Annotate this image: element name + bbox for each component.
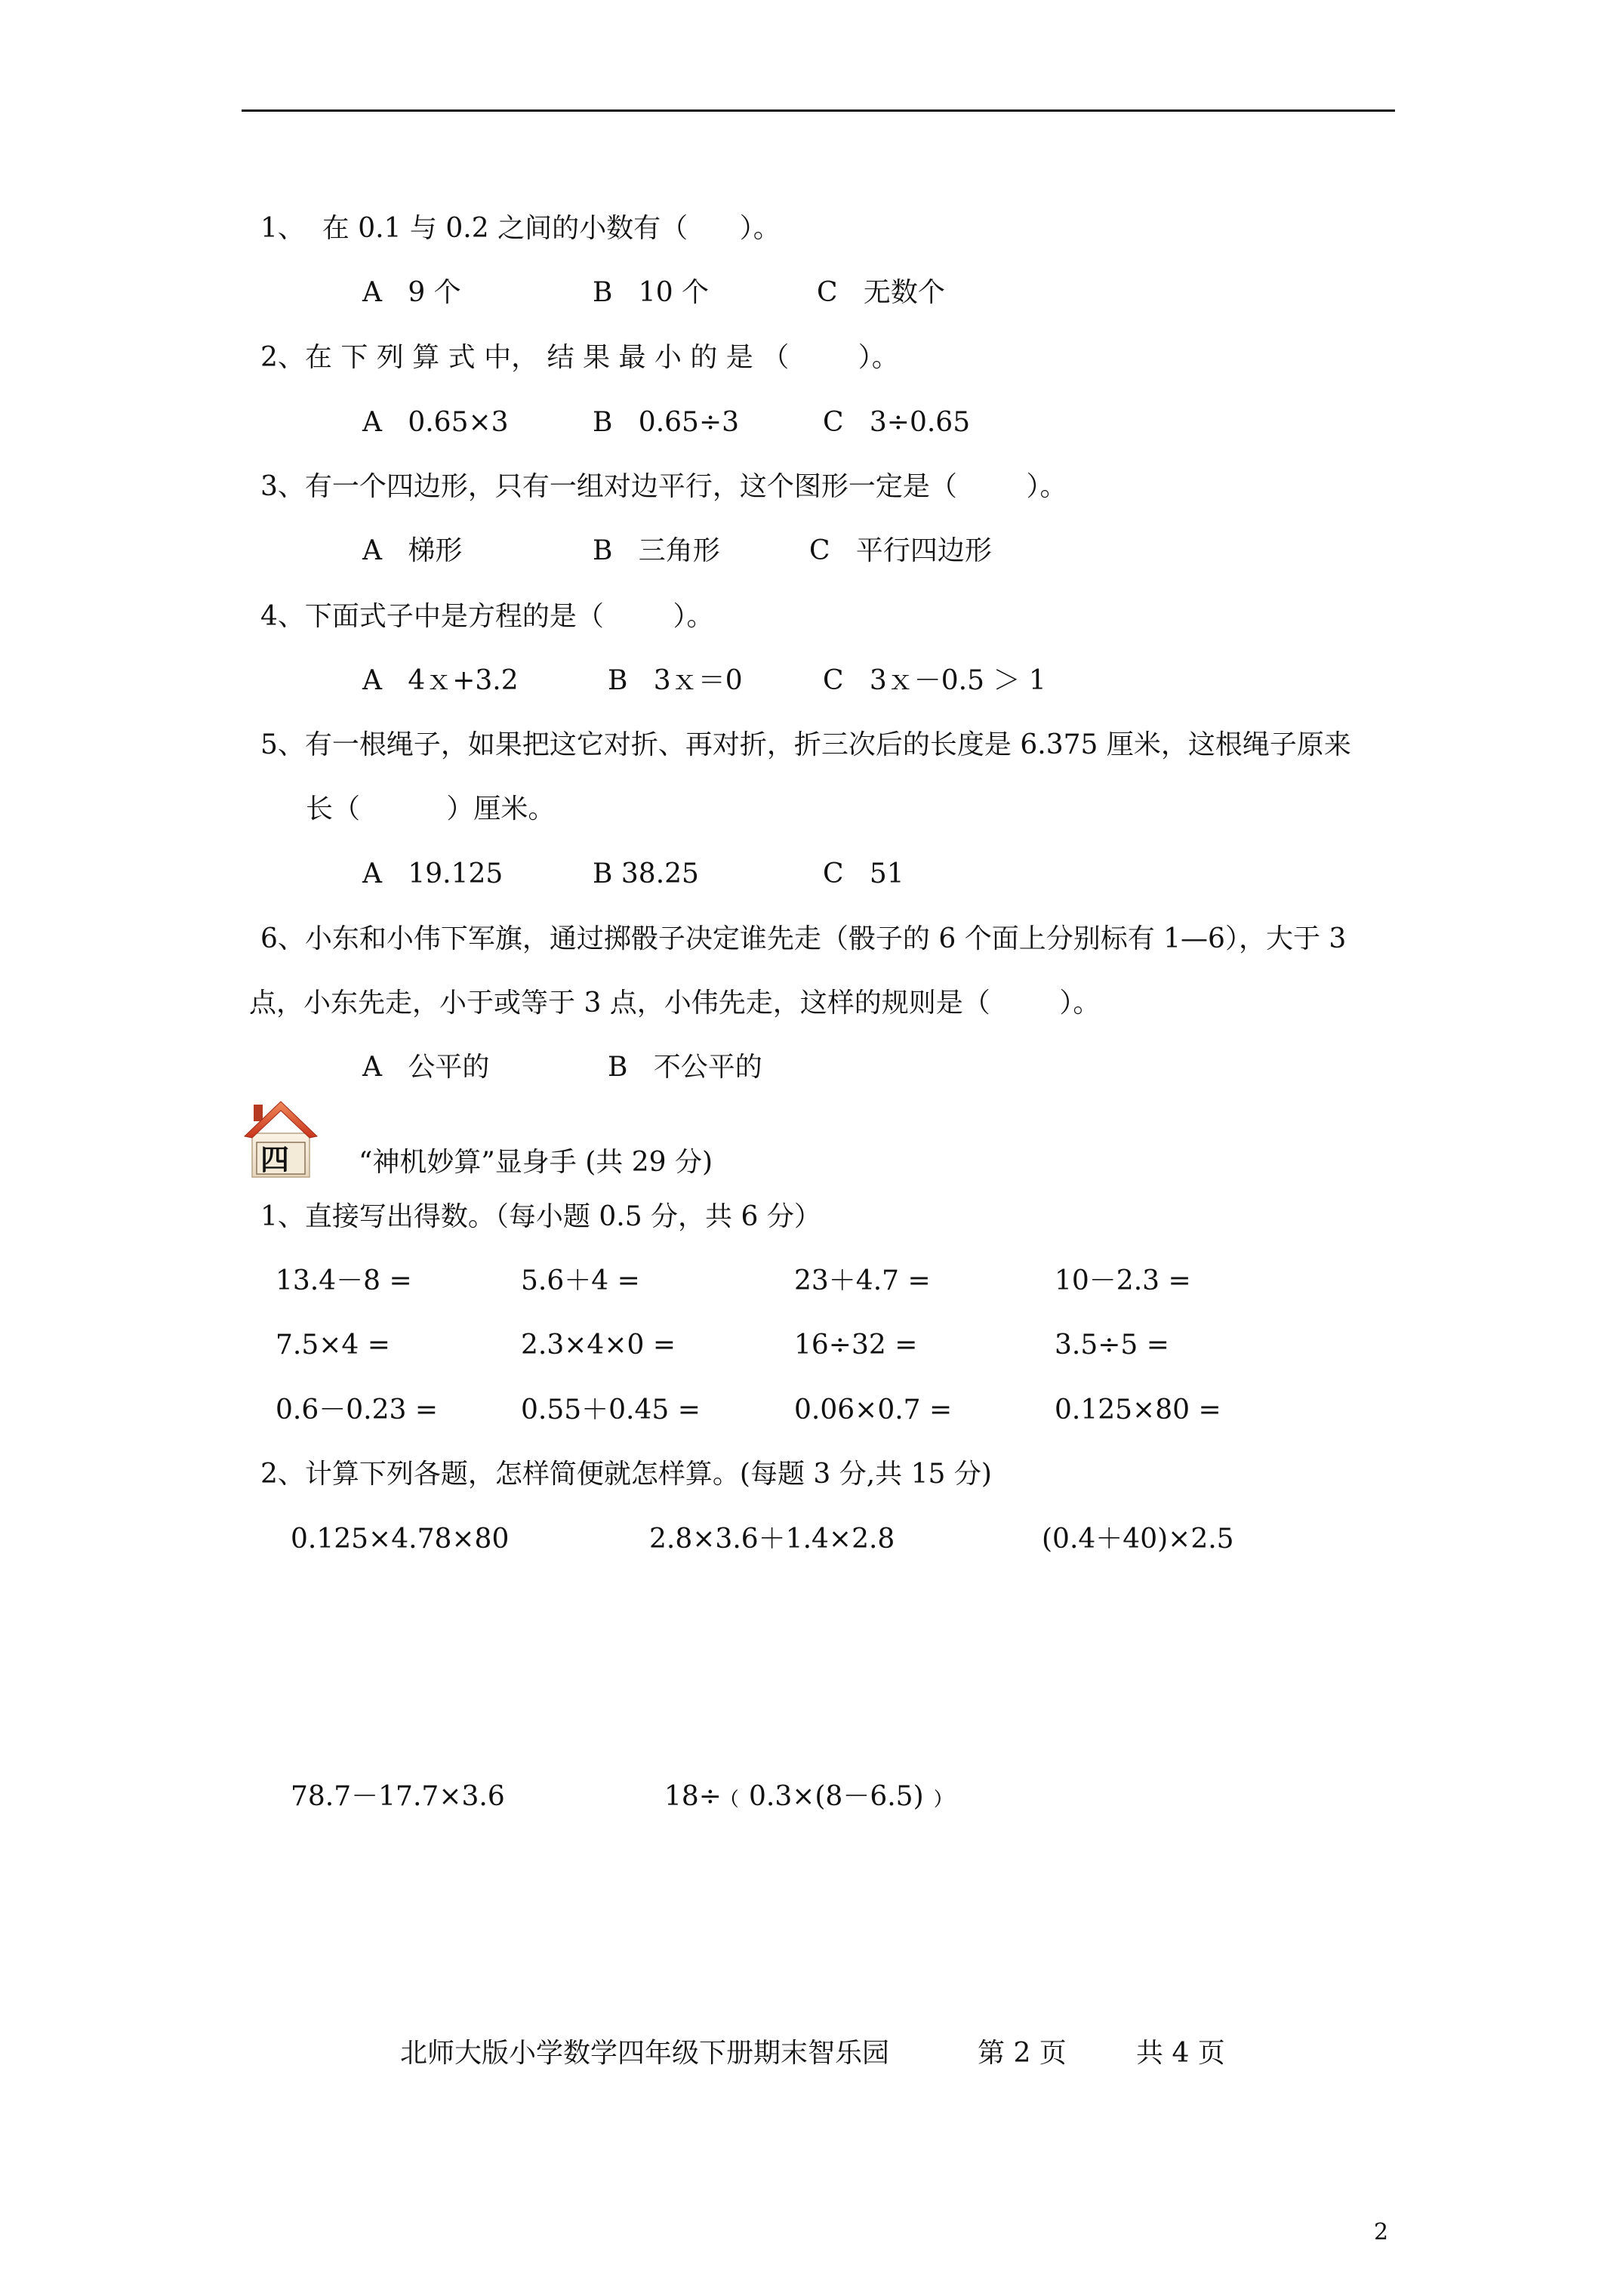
header-rule [242,109,1395,112]
calc-r1c4: 10－2.3 = [1055,1265,1191,1296]
simplify-1: 0.125×4.78×80 [291,1524,510,1555]
footer-total: 共 4 页 [1136,2038,1225,2069]
calc-r1c3: 23＋4.7 = [794,1265,931,1296]
calc-r2c2: 2.3×4×0 = [521,1330,676,1361]
q6-option-b: B 不公平的 [608,1052,762,1083]
calc-r3c1: 0.6－0.23 = [276,1395,439,1425]
calc-r2c3: 16÷32 = [794,1330,918,1361]
q3-option-a: A 梯形 [362,535,463,566]
question-3: 3、有一个四边形，只有一组对边平行，这个图形一定是（ ）。 [260,471,1067,502]
simplify-2: 2.8×3.6＋1.4×2.8 [649,1524,895,1555]
q2-option-a: A 0.65×3 [362,407,509,438]
footer-page: 第 2 页 [978,2038,1067,2069]
q3-option-b: B 三角形 [593,535,720,566]
question-6-line2: 点，小东先走，小于或等于 3 点，小伟先走，这样的规则是（ ）。 [249,988,1101,1019]
q2-option-b: B 0.65÷3 [593,407,740,438]
part-2-heading: 2、计算下列各题，怎样简便就怎样算。(每题 3 分,共 15 分) [260,1459,992,1490]
calc-r3c4: 0.125×80 = [1055,1395,1221,1425]
page-number: 2 [1374,2219,1389,2245]
q2-option-c: C 3÷0.65 [823,407,971,438]
q4-option-b: B 3ｘ＝0 [608,665,743,696]
section-4-title: “神机妙算”显身手 (共 29 分) [359,1147,713,1178]
q5-option-b: B 38.25 [593,858,699,889]
question-6: 6、小东和小伟下军旗，通过掷骰子决定谁先走（骰子的 6 个面上分别标有 1—6），大于 3 [260,923,1347,954]
calc-r3c2: 0.55＋0.45 = [521,1395,701,1425]
question-5-line2: 长（ ）厘米。 [306,794,556,824]
simplify-3: (0.4＋40)×2.5 [1042,1524,1234,1555]
q1-option-a: A 9 个 [362,277,461,308]
question-1: 1、 在 0.1 与 0.2 之间的小数有（ ）。 [260,213,781,244]
calc-r3c3: 0.06×0.7 = [794,1395,953,1425]
simplify-5: 18÷﹙0.3×(8－6.5)﹚ [664,1781,951,1812]
simplify-4: 78.7－17.7×3.6 [291,1781,505,1812]
q4-option-a: A 4ｘ+3.2 [362,665,519,696]
q3-option-c: C 平行四边形 [809,535,992,566]
question-2: 2、在 下 列 算 式 中， 结 果 最 小 的 是 （ ）。 [260,342,899,373]
calc-r2c4: 3.5÷5 = [1055,1330,1169,1361]
q1-option-c: C 无数个 [817,277,945,308]
q1-option-b: B 10 个 [593,277,710,308]
calc-r1c1: 13.4－8 = [276,1265,412,1296]
q6-option-a: A 公平的 [362,1052,490,1083]
q5-option-a: A 19.125 [362,858,504,889]
question-5: 5、有一根绳子，如果把这它对折、再对折，折三次后的长度是 6.375 厘米，这根绳子原来 [260,729,1351,760]
q4-option-c: C 3ｘ－0.5 ＞ 1 [823,665,1046,696]
section-4-badge: 四 [260,1142,290,1176]
question-4: 4、下面式子中是方程的是（ ）。 [260,601,714,632]
part-1-heading: 1、直接写出得数。（每小题 0.5 分，共 6 分） [260,1201,821,1232]
calc-r2c1: 7.5×4 = [276,1330,390,1361]
q5-option-c: C 51 [823,858,904,889]
footer-book-title: 北师大版小学数学四年级下册期末智乐园 [400,2038,890,2069]
calc-r1c2: 5.6＋4 = [521,1265,640,1296]
